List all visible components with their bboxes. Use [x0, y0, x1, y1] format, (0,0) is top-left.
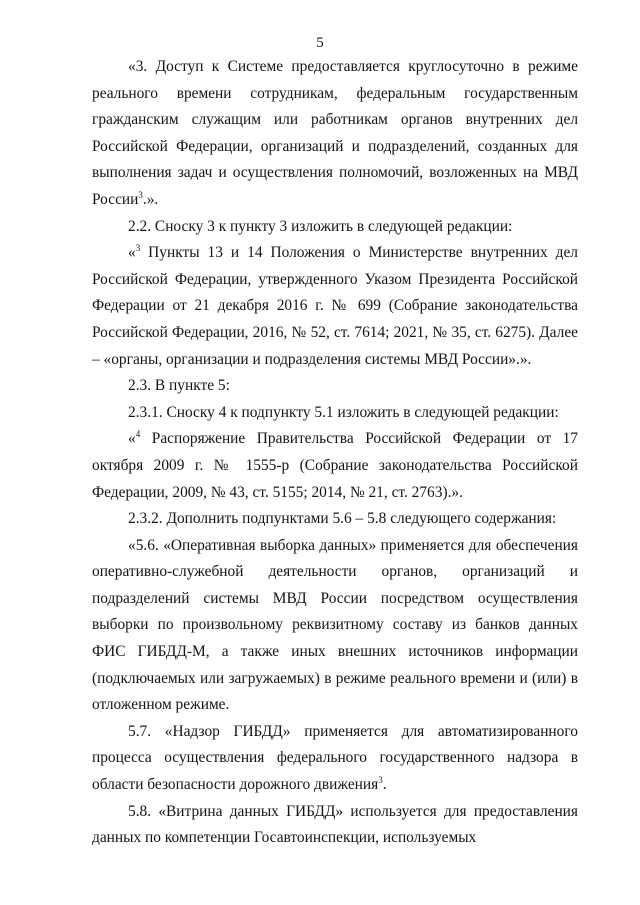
- paragraph-text: 2.3.1. Сноску 4 к подпункту 5.1 изложить в следующей редакции:: [128, 403, 559, 421]
- paragraph-2-3-2: [92, 506, 578, 533]
- paragraph-text: «5.6. «Оперативная выборка данных» применяется для обеспечения оперативно-служебной деятельности органов, организаций и подразделений системы МВД России посредством осуществления выборки по произвольному реквизитному составу из банков данных ФИС ГИБДД-М, а также иных внешних источников информации (подключаемых или загружаемых) в режиме реального времени и (или) в отложенном режиме.: [92, 536, 578, 714]
- paragraph-footnote-3: [92, 240, 578, 373]
- paragraph-5-8: [92, 799, 578, 852]
- page-number: 5: [316, 35, 324, 51]
- quote-mark: «: [128, 244, 136, 262]
- paragraph-text: «3. Доступ к Системе предоставляется круглосуточно в режиме реального времени сотрудникам, федеральным государственным гражданским служащим или работникам органов внутренних дел Российской Федерации, организаций и подразделений, созданных для выполнения задач и осуществления полномочий, возложенных на МВД России: [92, 58, 578, 208]
- paragraph-text: 5.8. «Витрина данных ГИБДД» используется для предоставления данных по компетенции Госавтоинспекции, используемых: [92, 802, 578, 847]
- paragraph-text: Пункты 13 и 14 Положения о Министерстве внутренних дел Российской Федерации, утвержденного Указом Президента Российской Федерации от 21 декабря 2016 г. № 699 (Собрание законодательства Российской Федерации, 2016, № 52, ст. 7614; 2021, № 35, ст. 6275). Далее – «органы, организации и подразделения системы МВД России».».: [92, 244, 578, 368]
- paragraph-tail: .: [382, 776, 387, 794]
- document-body: [92, 54, 578, 852]
- paragraph-2-2: [92, 214, 578, 241]
- paragraph-text: 2.3. В пункте 5:: [128, 377, 230, 395]
- footnote-mark: 4: [135, 429, 141, 440]
- paragraph-5-7: [92, 719, 578, 799]
- paragraph-5-6: [92, 533, 578, 719]
- paragraph-text: Распоряжение Правительства Российской Федерации от 17 октября 2009 г. № 1555-р (Собрание законодательства Российской Федерации, 2009, № 43, ст. 5155; 2014, № 21, ст. 2763).».: [92, 430, 578, 501]
- paragraph-tail: .».: [142, 190, 159, 208]
- paragraph-2-3: [92, 373, 578, 400]
- footnote-ref: 3: [138, 189, 143, 200]
- paragraph-text: 2.3.2. Дополнить подпунктами 5.6 – 5.8 следующего содержания:: [128, 510, 557, 528]
- paragraph-text: 5.7. «Надзор ГИБДД» применяется для автоматизированного процесса осуществления федерального государственного надзора в области безопасности дорожного движения: [92, 722, 578, 794]
- footnote-ref: 3: [378, 774, 383, 785]
- footnote-mark: 3: [135, 243, 141, 254]
- paragraph-footnote-4: [92, 426, 578, 506]
- paragraph-access-to-system: [92, 54, 578, 214]
- paragraph-text: 2.2. Сноску 3 к пункту 3 изложить в следующей редакции:: [128, 217, 513, 235]
- paragraph-2-3-1: [92, 400, 578, 427]
- quote-mark: «: [128, 430, 136, 448]
